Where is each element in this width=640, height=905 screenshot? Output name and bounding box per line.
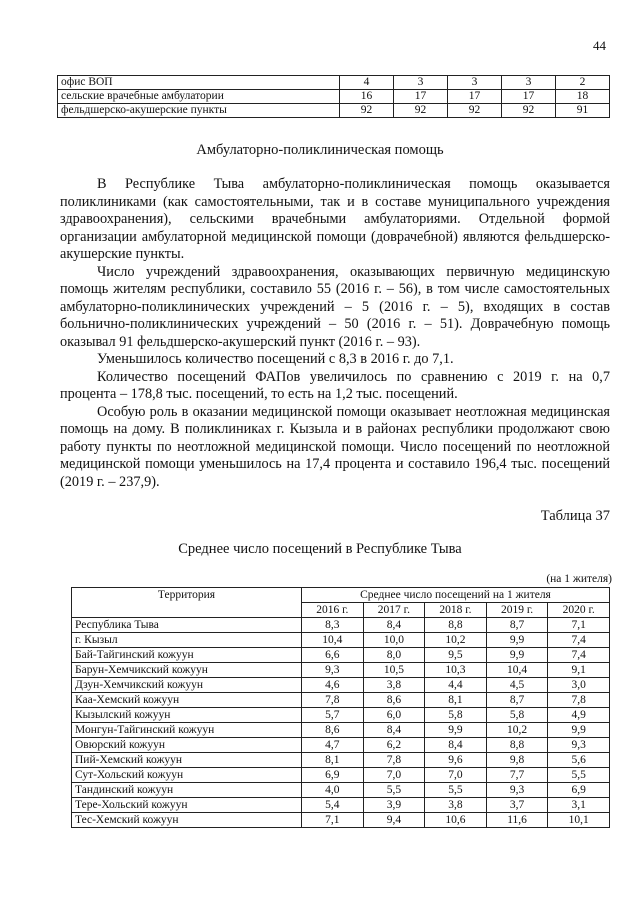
facilities-table <box>57 75 610 118</box>
table-row <box>72 633 610 648</box>
table-cell: 3,8 <box>425 798 487 813</box>
table-row <box>72 678 610 693</box>
row-label: Барун-Хемчикский кожуун <box>72 663 302 678</box>
table-cell: 8,4 <box>425 738 487 753</box>
table-cell: 11,6 <box>486 813 548 828</box>
table-cell: 7,8 <box>302 693 364 708</box>
row-label: Бай-Тайгинский кожуун <box>72 648 302 663</box>
table-cell: 7,4 <box>548 648 610 663</box>
table-cell: 16 <box>340 90 394 104</box>
table-cell: 5,7 <box>302 708 364 723</box>
table-row <box>72 708 610 723</box>
table-cell: 9,1 <box>548 663 610 678</box>
table-cell: 5,5 <box>363 783 425 798</box>
row-label: Каа-Хемский кожуун <box>72 693 302 708</box>
table-row <box>58 104 610 118</box>
table-cell: 9,3 <box>486 783 548 798</box>
paragraph: Число учреждений здравоохранения, оказывающих первичную медицинскую помощь жителям республики, составило 55 (2016 г. – 56), в том числе самостоятельных амбулаторно-поликлинических учреждений – 5 (2016 г. – 5), входящих в состав больнично-поликлинических учреждений – 50 (2016 г. – 51). Доврачебную помощь оказывал 91 фельдшерско-акушерский пункт (2016 г. – 93). <box>60 263 610 350</box>
table-cell: 7,8 <box>363 753 425 768</box>
row-label: г. Кызыл <box>72 633 302 648</box>
table-cell: 3,1 <box>548 798 610 813</box>
row-label: Сут-Хольский кожуун <box>72 768 302 783</box>
table-row <box>72 663 610 678</box>
table-cell: 6,9 <box>302 768 364 783</box>
table-row <box>72 618 610 633</box>
table-cell: 8,1 <box>425 693 487 708</box>
year-header: 2018 г. <box>425 603 487 618</box>
table-row <box>72 648 610 663</box>
table-cell: 7,1 <box>548 618 610 633</box>
row-label: Кызылский кожуун <box>72 708 302 723</box>
row-label: Овюрский кожуун <box>72 738 302 753</box>
table-cell: 10,6 <box>425 813 487 828</box>
table-cell: 9,9 <box>548 723 610 738</box>
table-cell: 5,5 <box>548 768 610 783</box>
table-cell: 17 <box>394 90 448 104</box>
table-row <box>72 753 610 768</box>
table-cell: 2 <box>556 76 610 90</box>
table-row <box>72 813 610 828</box>
table-cell: 4,9 <box>548 708 610 723</box>
table-cell: 9,3 <box>548 738 610 753</box>
table-cell: 8,6 <box>363 693 425 708</box>
table-row <box>72 723 610 738</box>
table-cell: 3,8 <box>363 678 425 693</box>
table-cell: 6,6 <box>302 648 364 663</box>
table-cell: 10,2 <box>425 633 487 648</box>
paragraph: Количество посещений ФАПов увеличилось по сравнению с 2019 г. на 0,7 процента – 178,8 тыс. посещений, то есть на 1,2 тыс. посещений. <box>60 368 610 402</box>
table-cell: 10,4 <box>302 633 364 648</box>
table-label: Таблица 37 <box>540 508 610 524</box>
row-label: сельские врачебные амбулатории <box>58 90 340 104</box>
table-cell: 8,7 <box>486 693 548 708</box>
table-cell: 92 <box>448 104 502 118</box>
table-cell: 7,1 <box>302 813 364 828</box>
group-header: Среднее число посещений на 1 жителя <box>302 588 610 603</box>
table-cell: 5,5 <box>425 783 487 798</box>
table-cell: 3,0 <box>548 678 610 693</box>
paragraph: Уменьшилось количество посещений с 8,3 в 2016 г. до 7,1. <box>97 351 454 367</box>
table-cell: 5,8 <box>486 708 548 723</box>
row-label: Монгун-Тайгинский кожуун <box>72 723 302 738</box>
table-cell: 9,8 <box>486 753 548 768</box>
row-label: Тере-Хольский кожуун <box>72 798 302 813</box>
table-cell: 9,9 <box>486 633 548 648</box>
table-row <box>58 76 610 90</box>
visits-table <box>71 587 610 828</box>
table-cell: 6,9 <box>548 783 610 798</box>
row-label: Тес-Хемский кожуун <box>72 813 302 828</box>
table-cell: 8,4 <box>363 618 425 633</box>
table-cell: 9,5 <box>425 648 487 663</box>
table-cell: 10,0 <box>363 633 425 648</box>
table-cell: 92 <box>340 104 394 118</box>
table-row <box>58 90 610 104</box>
table-cell: 3 <box>448 76 502 90</box>
table-cell: 7,0 <box>363 768 425 783</box>
table-cell: 4,5 <box>486 678 548 693</box>
table-cell: 3,9 <box>363 798 425 813</box>
table-cell: 10,5 <box>363 663 425 678</box>
table-cell: 8,0 <box>363 648 425 663</box>
section-title: Амбулаторно-поликлиническая помощь <box>196 142 444 158</box>
table-cell: 3,7 <box>486 798 548 813</box>
table-header-row <box>72 588 610 603</box>
table-cell: 8,4 <box>363 723 425 738</box>
year-header: 2019 г. <box>486 603 548 618</box>
table-cell: 6,0 <box>363 708 425 723</box>
row-label: фельдшерско-акушерские пункты <box>58 104 340 118</box>
table-title: Среднее число посещений в Республике Тыва <box>178 541 462 557</box>
table-cell: 8,6 <box>302 723 364 738</box>
table-cell: 5,6 <box>548 753 610 768</box>
row-label: Пий-Хемский кожуун <box>72 753 302 768</box>
table-cell: 7,8 <box>548 693 610 708</box>
paragraph: В Республике Тыва амбулаторно-поликлиническая помощь оказывается поликлиниками (как самостоятельными, так и в составе муниципального учреждения здравоохранения), сельскими врачебными амбулаториями. Отдельной формой организации амбулаторной медицинской помощи (доврачебной) являются фельдшерско-акушерские пункты. <box>60 176 610 262</box>
table-cell: 10,4 <box>486 663 548 678</box>
row-label: Дзун-Хемчикский кожуун <box>72 678 302 693</box>
table-cell: 7,4 <box>548 633 610 648</box>
territory-header: Территория <box>72 588 302 618</box>
table-cell: 8,7 <box>486 618 548 633</box>
table-cell: 10,1 <box>548 813 610 828</box>
table-cell: 7,0 <box>425 768 487 783</box>
table-cell: 8,1 <box>302 753 364 768</box>
table-cell: 3 <box>394 76 448 90</box>
table-cell: 8,8 <box>486 738 548 753</box>
year-header: 2016 г. <box>302 603 364 618</box>
row-label: Тандинский кожуун <box>72 783 302 798</box>
table-cell: 9,4 <box>363 813 425 828</box>
table-row <box>72 738 610 753</box>
table-cell: 8,3 <box>302 618 364 633</box>
table-cell: 17 <box>502 90 556 104</box>
table-cell: 17 <box>448 90 502 104</box>
table-cell: 4,4 <box>425 678 487 693</box>
paragraph: Особую роль в оказании медицинской помощи оказывает неотложная медицинская помощь на дому. В поликлиниках г. Кызыла и в районах республики продолжают свою работу пункты по неотложной медицинской помощи. Число посещений по неотложной медицинской помощи уменьшилось на 17,4 процента и составило 196,4 тыс. посещений (2019 г. – 237,9). <box>60 403 610 490</box>
table-cell: 91 <box>556 104 610 118</box>
table-cell: 18 <box>556 90 610 104</box>
table-cell: 7,7 <box>486 768 548 783</box>
table-row <box>72 798 610 813</box>
table-cell: 9,6 <box>425 753 487 768</box>
table-cell: 3 <box>502 76 556 90</box>
table-cell: 9,9 <box>425 723 487 738</box>
table-cell: 92 <box>394 104 448 118</box>
table-cell: 4,7 <box>302 738 364 753</box>
table-units: (на 1 жителя) <box>546 573 612 585</box>
table-cell: 4,6 <box>302 678 364 693</box>
table-row <box>72 783 610 798</box>
table-cell: 8,8 <box>425 618 487 633</box>
table-cell: 92 <box>502 104 556 118</box>
table-cell: 5,4 <box>302 798 364 813</box>
table-row <box>72 693 610 708</box>
table-cell: 10,2 <box>486 723 548 738</box>
body-text <box>60 176 610 491</box>
table-cell: 4,0 <box>302 783 364 798</box>
year-header: 2017 г. <box>363 603 425 618</box>
table-cell: 10,3 <box>425 663 487 678</box>
table-cell: 6,2 <box>363 738 425 753</box>
year-header: 2020 г. <box>548 603 610 618</box>
row-label: офис ВОП <box>58 76 340 90</box>
row-label: Республика Тыва <box>72 618 302 633</box>
page-number: 44 <box>593 38 606 53</box>
table-cell: 9,3 <box>302 663 364 678</box>
table-row <box>72 768 610 783</box>
table-cell: 5,8 <box>425 708 487 723</box>
table-cell: 4 <box>340 76 394 90</box>
table-cell: 9,9 <box>486 648 548 663</box>
